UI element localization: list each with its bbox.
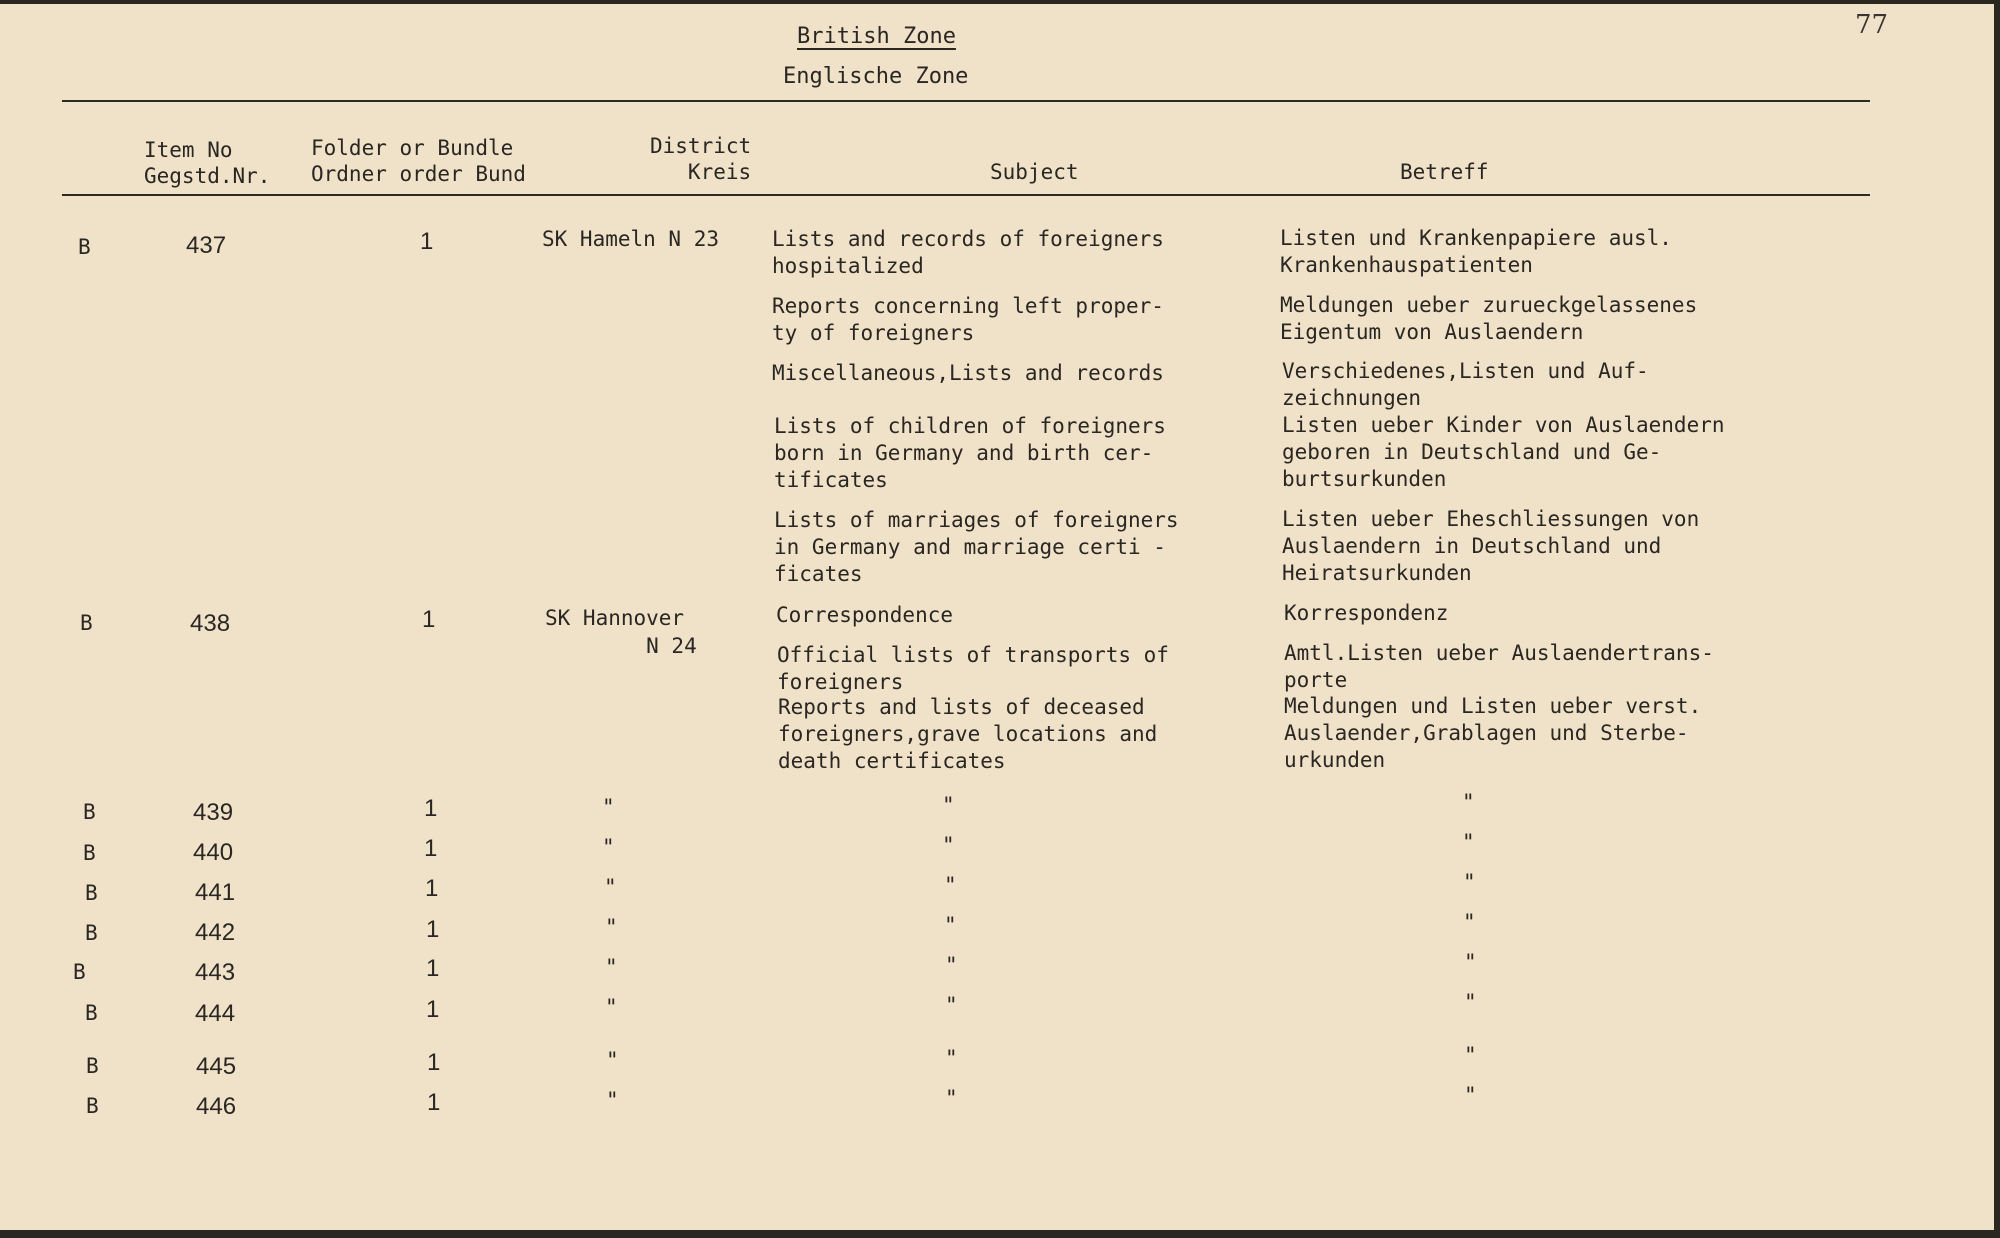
row-folder-count: 1 xyxy=(425,875,439,902)
header-folder: Folder or Bundle Ordner order Bund xyxy=(311,136,526,186)
ditto-mark: " xyxy=(602,795,615,819)
ditto-mark: " xyxy=(605,955,618,979)
ditto-mark: " xyxy=(606,1048,619,1072)
ditto-mark: " xyxy=(942,793,955,817)
row-subject: Lists of marriages of foreigners in Germany and marriage certi - ficates xyxy=(774,508,1179,586)
header-bottom-rule xyxy=(62,194,1870,196)
row-item-number: 445 xyxy=(196,1053,237,1080)
row-subject: Reports and lists of deceased foreigners,grave locations and death certificates xyxy=(778,695,1158,773)
row-betreff: Amtl.Listen ueber Auslaendertrans- porte xyxy=(1284,641,1714,692)
row-item-number: 438 xyxy=(190,610,231,637)
ditto-mark: " xyxy=(1464,950,1477,974)
row-subject: Correspondence xyxy=(776,603,954,627)
document-page xyxy=(0,4,1994,1230)
row-item-number: 440 xyxy=(193,839,234,866)
ditto-mark: " xyxy=(1463,910,1476,934)
row-letter: B xyxy=(83,800,96,824)
row-betreff: Meldungen ueber zurueckgelassenes Eigentum von Auslaendern xyxy=(1280,293,1698,344)
header-item-no: Item No Gegstd.Nr. xyxy=(144,138,271,188)
header-top-rule xyxy=(62,100,1870,102)
row-betreff: Verschiedenes,Listen und Auf- zeichnungen xyxy=(1282,359,1649,410)
row-letter: B xyxy=(85,1001,98,1025)
header-subject: Subject xyxy=(990,160,1079,184)
ditto-mark: " xyxy=(1463,870,1476,894)
row-item-number: 444 xyxy=(195,1000,236,1027)
row-letter: B xyxy=(85,881,98,905)
ditto-mark: " xyxy=(944,913,957,937)
row-subject: Lists of children of foreigners born in Germany and birth cer- tificates xyxy=(774,414,1166,492)
row-letter: B xyxy=(80,611,93,635)
ditto-mark: " xyxy=(604,875,617,899)
row-letter: B xyxy=(85,921,98,945)
row-letter: B xyxy=(78,235,91,259)
header-district: District Kreis xyxy=(650,134,752,184)
ditto-mark: " xyxy=(1464,1083,1477,1107)
row-folder-count: 1 xyxy=(426,996,440,1023)
row-letter: B xyxy=(83,841,96,865)
ditto-mark: " xyxy=(945,993,958,1017)
row-folder-count: 1 xyxy=(426,916,440,943)
ditto-mark: " xyxy=(1462,830,1475,854)
row-letter: B xyxy=(73,960,86,984)
row-district: SK Hameln N 23 xyxy=(542,227,720,251)
ditto-mark: " xyxy=(945,953,958,977)
row-subject: Lists and records of foreigners hospitalized xyxy=(772,227,1164,278)
ditto-mark: " xyxy=(605,995,618,1019)
row-folder-count: 1 xyxy=(424,795,438,822)
row-betreff: Korrespondenz xyxy=(1284,601,1449,625)
row-folder-count: 1 xyxy=(424,835,438,862)
ditto-mark: " xyxy=(1462,790,1475,814)
row-item-number: 437 xyxy=(186,232,227,259)
row-item-number: 446 xyxy=(196,1093,237,1120)
row-subject: Miscellaneous,Lists and records xyxy=(772,361,1164,385)
page-title: British Zone xyxy=(797,24,956,49)
row-subject: Official lists of transports of foreigners xyxy=(777,643,1169,694)
row-letter: B xyxy=(86,1054,99,1078)
row-betreff: Listen ueber Kinder von Auslaendern geboren in Deutschland und Ge- burtsurkunden xyxy=(1282,413,1725,491)
ditto-mark: " xyxy=(606,1088,619,1112)
row-folder-count: 1 xyxy=(426,955,440,982)
row-folder-count: 1 xyxy=(427,1049,441,1076)
ditto-mark: " xyxy=(942,833,955,857)
row-betreff: Listen ueber Eheschliessungen von Auslaendern in Deutschland und Heiratsurkunden xyxy=(1282,507,1700,585)
page-number: 77 xyxy=(1855,10,1889,40)
row-folder-count: 1 xyxy=(422,606,436,633)
row-district: SK Hannover N 24 xyxy=(545,606,697,658)
row-folder-count: 1 xyxy=(420,228,434,255)
ditto-mark: " xyxy=(945,1046,958,1070)
header-betreff: Betreff xyxy=(1400,160,1489,184)
row-item-number: 442 xyxy=(195,919,236,946)
page-subtitle: Englische Zone xyxy=(783,64,969,89)
row-betreff: Meldungen und Listen ueber verst. Auslaender,Grablagen und Sterbe- urkunden xyxy=(1284,694,1702,772)
row-subject: Reports concerning left proper- ty of foreigners xyxy=(772,294,1164,345)
ditto-mark: " xyxy=(945,1086,958,1110)
row-item-number: 443 xyxy=(195,959,236,986)
row-item-number: 439 xyxy=(193,799,234,826)
ditto-mark: " xyxy=(944,873,957,897)
row-folder-count: 1 xyxy=(427,1089,441,1116)
ditto-mark: " xyxy=(602,835,615,859)
ditto-mark: " xyxy=(605,915,618,939)
row-betreff: Listen und Krankenpapiere ausl. Krankenhauspatienten xyxy=(1280,226,1672,277)
ditto-mark: " xyxy=(1464,1043,1477,1067)
row-item-number: 441 xyxy=(195,879,236,906)
ditto-mark: " xyxy=(1464,990,1477,1014)
row-letter: B xyxy=(86,1094,99,1118)
